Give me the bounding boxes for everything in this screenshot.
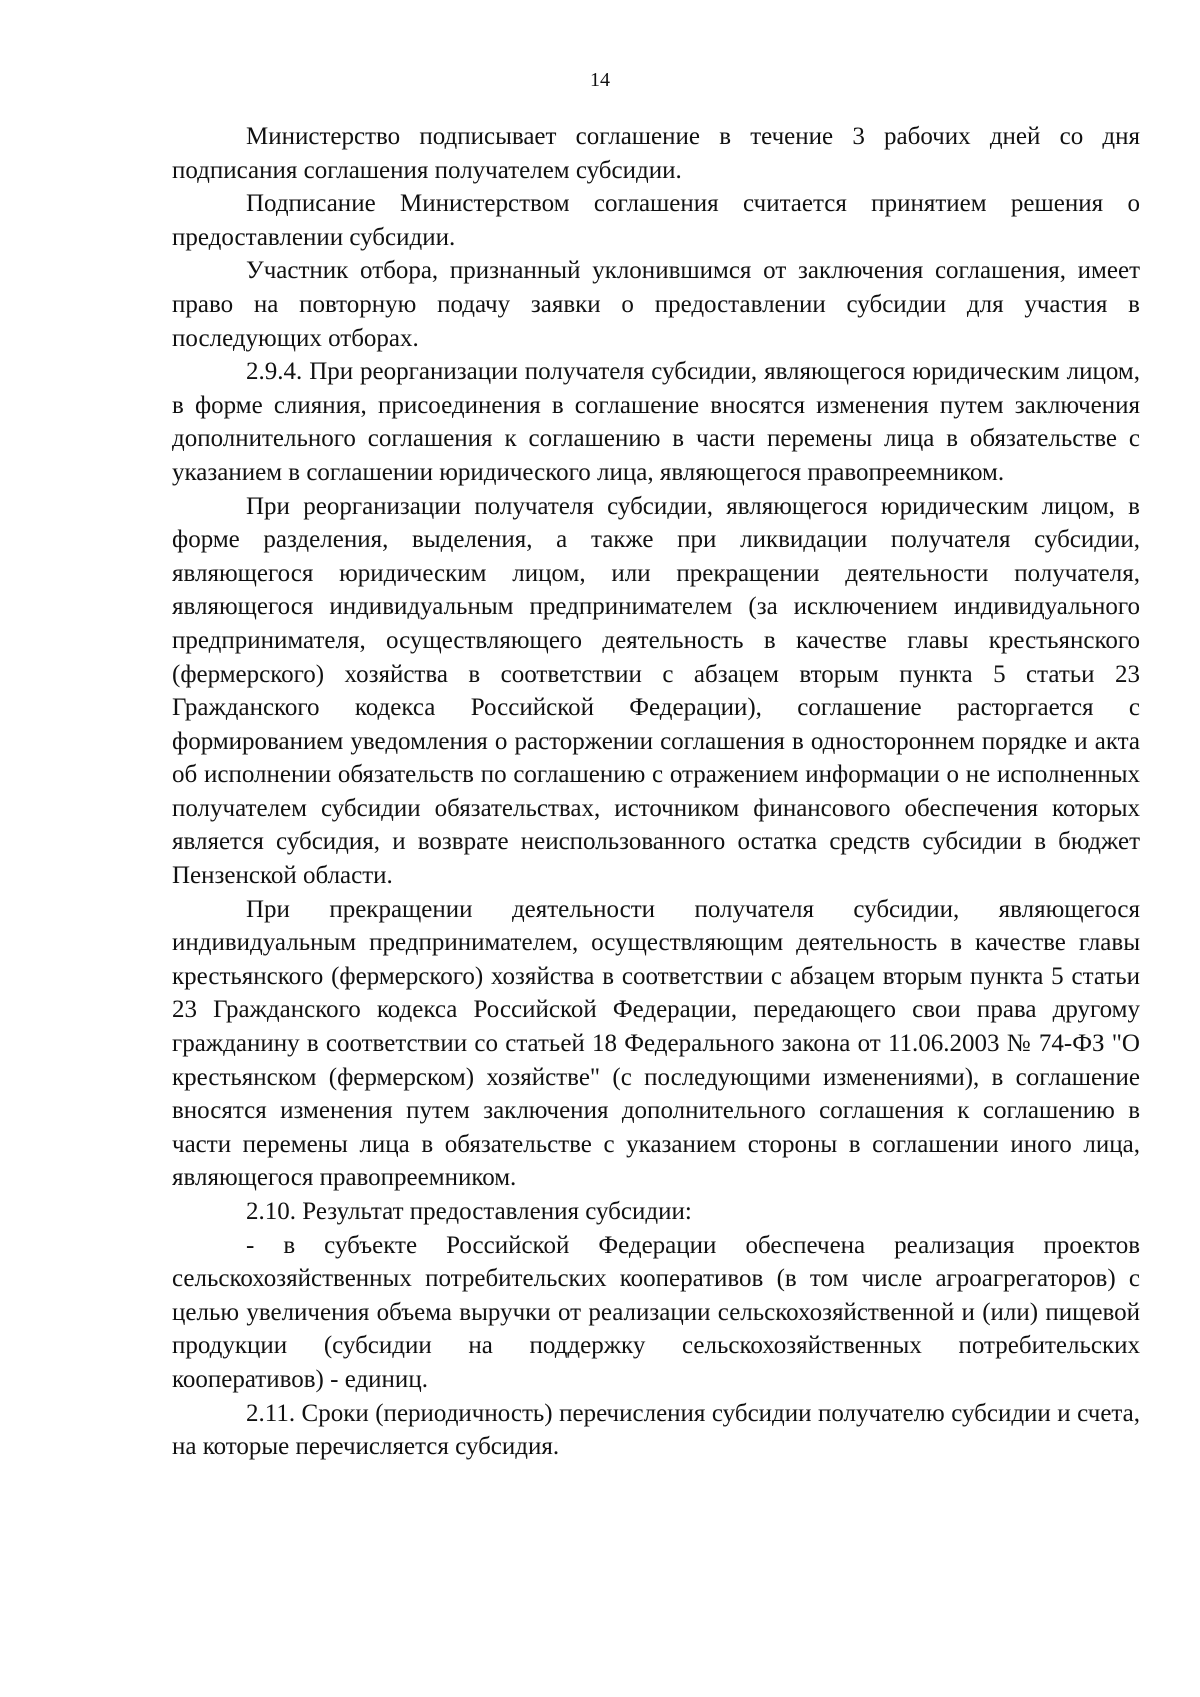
paragraph-2-9-4: 2.9.4. При реорганизации получателя субсидии, являющегося юридическим лицом, в форме слияния, присоединения в соглашение вносятся изменения путем заключения дополнительного соглашения к соглашению в части перемены лица в обязательстве с указанием в соглашении юридического лица, являющегося правопреемником. [172,358,1140,486]
paragraph-ministry-signing: Министерство подписывает соглашение в течение 3 рабочих дней со дня подписания соглашения получателем субсидии. [172,123,1140,184]
paragraph-2-11: 2.11. Сроки (периодичность) перечисления субсидии получателю субсидии и счета, на которые перечисляется субсидия. [172,1399,1140,1461]
paragraph-signing-decision: Подписание Министерством соглашения считается принятием решения о предоставлении субсидии. [172,190,1140,251]
document-body [172,120,1140,1464]
paragraph-reorganization-termination: При реорганизации получателя субсидии, являющегося юридическим лицом, в форме разделения, выделения, а также при ликвидации получателя субсидии, являющегося юридическим лицом, или прекращении деятельности получателя, являющегося индивидуальным предпринимателем (за исключением индивидуального предпринимателя, осуществляющего деятельность в качестве главы крестьянского (фермерского) хозяйства в соответствии с абзацем вторым пункта 5 статьи 23 Гражданского кодекса Российской Федерации), соглашение расторгается с формированием уведомления о расторжении соглашения в одностороннем порядке и акта об исполнении обязательств по соглашению с отражением информации о не исполненных получателем субсидии обязательствах, источником финансового обеспечения которых является субсидия, и возврате неиспользованного остатка средств субсидии в бюджет Пензенской области. [172,492,1140,890]
paragraph-farm-head-transfer: При прекращении деятельности получателя субсидии, являющегося индивидуальным предпринимателем, осуществляющим деятельность в качестве главы крестьянского (фермерского) хозяйства в соответствии с абзацем вторым пункта 5 статьи 23 Гражданского кодекса Российской Федерации, передающего свои права другому гражданину в соответствии со статьей 18 Федерального закона от 11.06.2003 № 74-ФЗ "О крестьянском (фермерском) хозяйстве" (с последующими изменениями), в соглашение вносятся изменения путем заключения дополнительного соглашения к соглашению в части перемены лица в обязательстве с указанием стороны в соглашении иного лица, являющегося правопреемником. [172,895,1140,1192]
paragraph-2-10-heading: 2.10. Результат предоставления субсидии: [246,1198,692,1225]
page-number: 14 [590,69,610,91]
paragraph-evading-participant: Участник отбора, признанный уклонившимся от заключения соглашения, имеет право на повторную подачу заявки о предоставлении субсидии для участия в последующих отборах. [172,257,1140,352]
paragraph-2-10-result-item: - в субъекте Российской Федерации обеспечена реализация проектов сельскохозяйственных потребительских кооперативов (в том числе агроагрегаторов) с целью увеличения объема выручки от реализации сельскохозяйственной и (или) пищевой продукции (субсидии на поддержку сельскохозяйственных потребительских кооперативов) - единиц. [172,1231,1140,1393]
